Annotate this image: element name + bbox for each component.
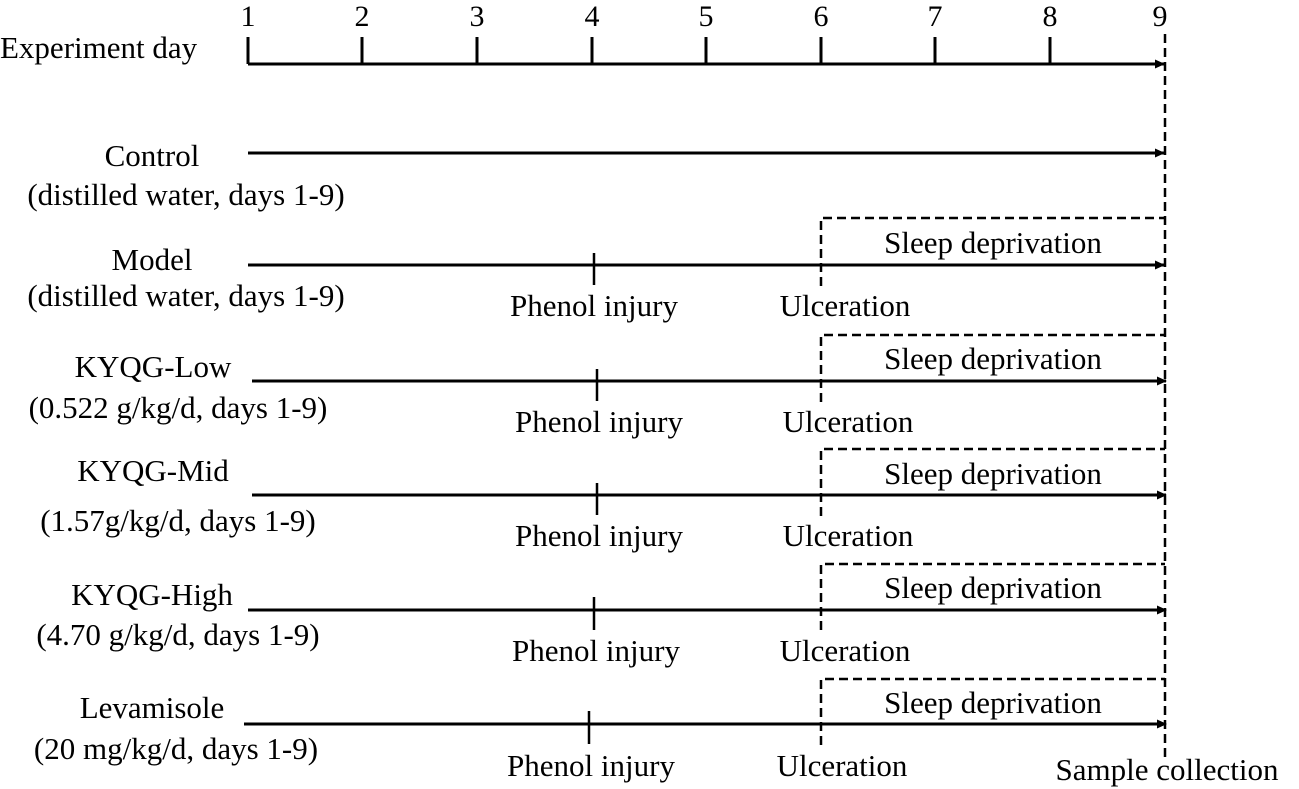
group-name: Levamisole — [79, 690, 225, 725]
group-model — [27, 218, 1165, 323]
group-dose: (0.522 g/kg/d, days 1-9) — [28, 390, 328, 425]
sleep-deprivation-label: Sleep deprivation — [884, 341, 1102, 376]
group-dose: (distilled water, days 1-9) — [27, 177, 345, 212]
day-tick-labels — [241, 0, 1168, 33]
phenol-injury-label: Phenol injury — [510, 288, 678, 323]
sleep-deprivation-label: Sleep deprivation — [884, 685, 1102, 720]
sleep-deprivation-label: Sleep deprivation — [884, 225, 1102, 260]
day-tick-label: 4 — [584, 0, 600, 33]
group-name: Control — [104, 138, 200, 173]
ulceration-label: Ulceration — [779, 633, 911, 668]
axis-label: Experiment day — [0, 30, 198, 65]
ulceration-label: Ulceration — [782, 518, 914, 553]
sleep-deprivation-label: Sleep deprivation — [884, 456, 1102, 491]
group-dose: (distilled water, days 1-9) — [27, 278, 345, 313]
ulceration-label: Ulceration — [779, 288, 911, 323]
day-axis — [0, 0, 1168, 65]
group-name: KYQG-Mid — [77, 453, 229, 488]
group-kyqg-mid — [40, 449, 1166, 553]
group-dose: (20 mg/kg/d, days 1-9) — [33, 731, 319, 766]
group-control — [27, 138, 1164, 212]
group-dose: (4.70 g/kg/d, days 1-9) — [36, 617, 320, 652]
ulceration-label: Ulceration — [776, 748, 908, 783]
sample-collection-label: Sample collection — [1055, 752, 1279, 787]
group-kyqg-low — [29, 335, 1166, 439]
phenol-injury-label: Phenol injury — [507, 748, 675, 783]
day-tick-label: 9 — [1152, 0, 1168, 33]
day-tick-label: 6 — [813, 0, 829, 33]
group-levamisole — [34, 679, 1166, 783]
phenol-injury-label: Phenol injury — [512, 633, 680, 668]
group-dose: (1.57g/kg/d, days 1-9) — [40, 503, 316, 538]
day-tick-label: 1 — [240, 0, 256, 33]
day-tick-label: 7 — [927, 0, 943, 33]
ulceration-label: Ulceration — [782, 404, 914, 439]
phenol-injury-label: Phenol injury — [515, 404, 683, 439]
day-tick-label: 8 — [1042, 0, 1058, 33]
phenol-injury-label: Phenol injury — [515, 518, 683, 553]
day-tick-label: 5 — [698, 0, 714, 33]
group-name: KYQG-Low — [74, 349, 232, 384]
day-tick-label: 2 — [354, 0, 370, 33]
group-kyqg-high — [36, 564, 1166, 668]
day-tick-label: 3 — [469, 0, 485, 33]
group-name: KYQG-High — [71, 577, 233, 612]
group-name: Model — [111, 242, 193, 277]
sleep-deprivation-label: Sleep deprivation — [884, 570, 1102, 605]
day-ticks — [248, 37, 1050, 64]
